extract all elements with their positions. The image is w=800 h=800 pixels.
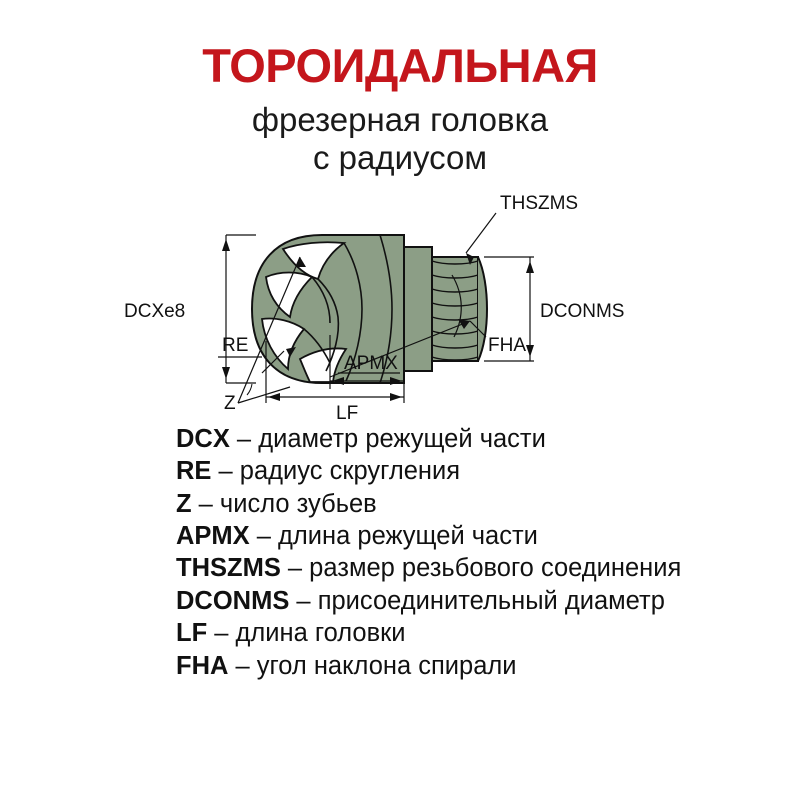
page-subtitle — [0, 101, 800, 177]
legend-code: LF — [176, 619, 208, 648]
technical-drawing — [0, 191, 800, 424]
list-item — [176, 423, 776, 455]
legend-desc: – длина режущей части — [249, 522, 538, 550]
list-item — [176, 488, 776, 520]
legend-code: Z — [176, 489, 192, 518]
legend-desc: – диаметр режущей части — [229, 424, 546, 453]
legend-desc: – присоединительный диаметр — [289, 586, 665, 615]
legend-desc: – угол наклона спирали — [228, 651, 517, 680]
page-subtitle-line1: фрезерная головка — [251, 101, 549, 138]
legend-code: APMX — [176, 522, 250, 550]
label-apmx: APMX — [344, 352, 398, 374]
label-lf: LF — [336, 402, 359, 424]
page-title: ТОРОИДАЛЬНАЯ — [202, 39, 598, 92]
list-item — [176, 552, 776, 584]
label-re: RE — [222, 334, 249, 356]
legend-code: DCX — [176, 424, 230, 453]
legend-code: FHA — [176, 651, 229, 680]
label-dconms: DCONMS — [540, 300, 625, 322]
legend-desc: – размер резьбового соединения — [280, 554, 682, 583]
label-fha: FHA — [488, 334, 526, 356]
legend-desc: – число зубьев — [191, 489, 377, 518]
list-item — [176, 585, 776, 617]
legend-code: RE — [176, 457, 212, 486]
list-item — [176, 455, 776, 487]
legend-code: THSZMS — [176, 554, 281, 583]
label-z: Z — [224, 392, 236, 414]
list-item — [176, 650, 776, 682]
legend-list — [0, 423, 800, 682]
label-thszms: THSZMS — [500, 192, 579, 214]
list-item — [176, 617, 776, 649]
page-subtitle-line2: с радиусом — [312, 138, 488, 176]
legend-code: DCONMS — [176, 586, 290, 615]
legend-desc: – радиус скругления — [211, 457, 461, 486]
title-block — [0, 0, 800, 177]
list-item — [176, 520, 776, 552]
label-dcxe8: DCXe8 — [124, 300, 186, 322]
legend-desc: – длина головки — [207, 619, 406, 648]
